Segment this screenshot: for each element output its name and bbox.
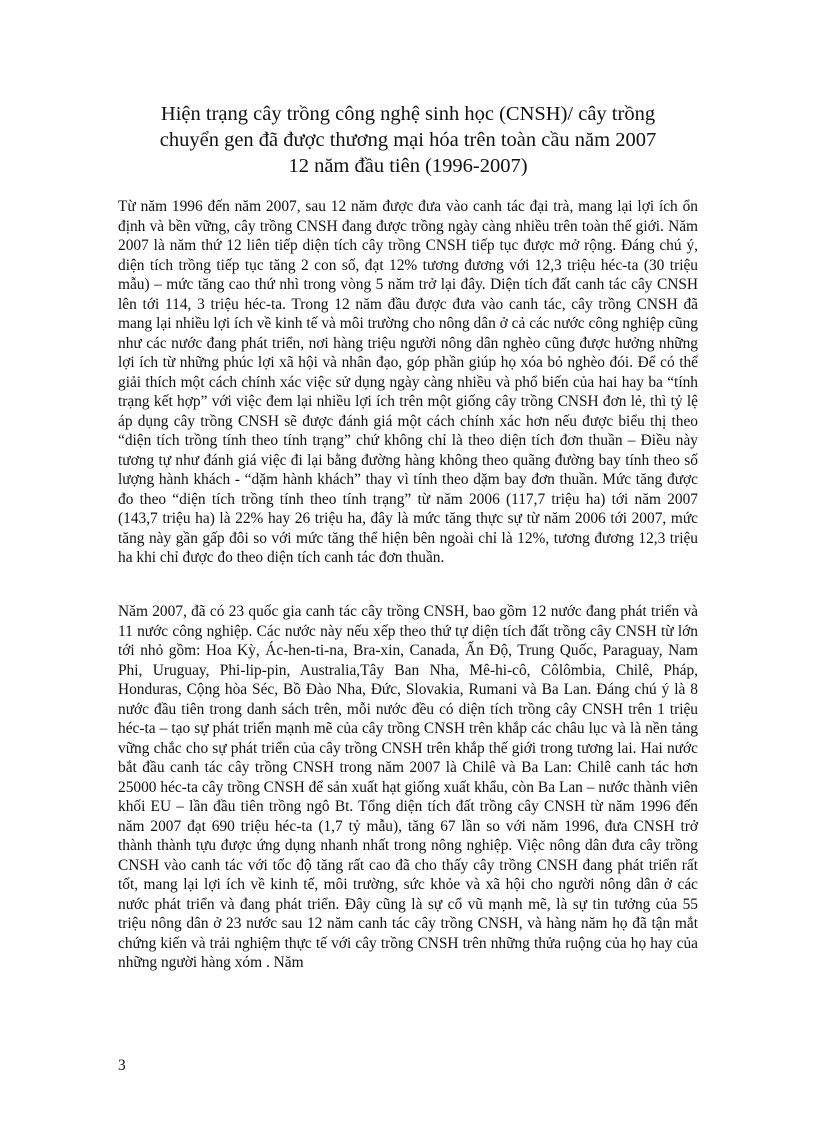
title-line: 12 năm đầu tiên (1996-2007) [288,155,528,177]
title-line: Hiện trạng cây trồng công nghệ sinh học (CNSH)/ cây trồng [160,103,656,125]
page-number: 3 [118,1057,126,1074]
title-line: chuyển gen đã được thương mại hóa trên toàn cầu năm 2007 [159,129,657,151]
body-paragraph-1: Từ năm 1996 đến năm 2007, sau 12 năm được đưa vào canh tác đại trà, mang lại lợi ích ổn định và bền vững, cây trồng CNSH đang được trồng ngày càng nhiều trên toàn thế giới. Năm 2007 là năm thứ 12 liên tiếp diện tích cây trồng CNSH tiếp tục được mở rộng. Đáng chú ý, diện tích trồng tiếp tục tăng 2 con số, đạt 12% tương đương với 12,3 triệu héc-ta (30 triệu mẫu) – mức tăng cao thứ nhì trong vòng 5 năm trở lại đây. Diện tích đất canh tác cây CNSH lên tới 114, 3 triệu héc-ta. Trong 12 năm đầu được đưa vào canh tác, cây trồng CNSH đã mang lại nhiều lợi ích về kinh tế và môi trường cho nông dân ở cả các nước công nghiệp cũng như các nước đang phát triển, nơi hàng triệu người nông dân nghèo cũng được hưởng những lợi ích từ những phúc lợi xã hội và nhân đạo, góp phần giúp họ xóa bỏ nghèo đói. Để có thể giải thích một cách chính xác việc sử dụng ngày càng nhiều và phổ biến của hai hay ba “tính trạng kết hợp” với việc đem lại nhiều lợi ích trên một giống cây trồng CNSH đơn lẻ, thì tỷ lệ áp dụng cây trồng CNSH sẽ được đánh giá một cách chính xác hơn nếu được biểu thị theo “diện tích trồng tính theo tính trạng” chứ không chỉ là theo diện tích đơn thuần – Điều này tương tự như đánh giá việc đi lại bằng đường hàng không theo quãng đường bay tính theo số lượng hành khách - “dặm hành khách” thay vì tính theo dặm bay đơn thuần. Mức tăng được đo theo “diện tích trồng tính theo tính trạng” từ năm 2006 (117,7 triệu ha) tới năm 2007 (143,7 triệu ha) là 22% hay 26 triệu ha, đây là mức tăng thực sự từ năm 2006 tới 2007, mức tăng này gần gấp đôi so với mức tăng thể hiện bên ngoài chỉ là 12%, tương đương 12,3 triệu ha khi chỉ được đo theo diện tích canh tác đơn thuần. [118,198,698,566]
body-paragraph-2: Năm 2007, đã có 23 quốc gia canh tác cây trồng CNSH, bao gồm 12 nước đang phát triển và 11 nước công nghiệp. Các nước này nếu xếp theo thứ tự diện tích đất trồng cây CNSH từ lớn tới nhỏ gồm: Hoa Kỳ, Ác-hen-ti-na, Bra-xin, Canada, Ấn Độ, Trung Quốc, Paraguay, Nam Phi, Uruguay, Phi-lip-pin, Australia,Tây Ban Nha, Mê-hi-cô, Côlômbia, Chilê, Pháp, Honduras, Cộng hòa Séc, Bồ Đào Nha, Đức, Slovakia, Rumani và Ba Lan. Đáng chú ý là 8 nước đầu tiên trong danh sách trên, mỗi nước đều có diện tích trồng cây CNSH trên 1 triệu héc-ta – tạo sự phát triển mạnh mẽ của cây trồng CNSH trên khắp các châu lục và là nền tảng vững chắc cho sự phát triển của cây trồng CNSH trên khắp thế giới trong tương lai. Hai nước bắt đầu canh tác cây trồng CNSH trong năm 2007 là Chilê và Ba Lan: Chilê canh tác hơn 25000 héc-ta cây trồng CNSH để sản xuất hạt giống xuất khẩu, còn Ba Lan – nước thành viên khối EU – lần đầu tiên trồng ngô Bt. Tổng diện tích đất trồng cây CNSH từ năm 1996 đến năm 2007 đạt 690 triệu héc-ta (1,7 tỷ mẫu), tăng 67 lần so với năm 1996, đưa CNSH trở thành thành tựu được ứng dụng nhanh nhất trong nông nghiệp. Việc nông dân đưa cây trồng CNSH vào canh tác với tốc độ tăng rất cao đã cho thấy cây trồng CNSH đang phát triển rất tốt, mang lại lợi ích về kinh tế, môi trường, sức khỏe và xã hội cho người nông dân ở các nước phát triển và đang phát triển. Đây cũng là sự cổ vũ mạnh mẽ, là sự tin tưởng của 55 triệu nông dân ở 23 nước sau 12 năm canh tác cây trồng CNSH, và hàng năm họ đã tận mắt chứng kiến và trải nghiệm thực tế với cây trồng CNSH trên những thửa ruộng của họ hay của những người hàng xóm . Năm [118,603,698,971]
page-title [118,101,698,179]
